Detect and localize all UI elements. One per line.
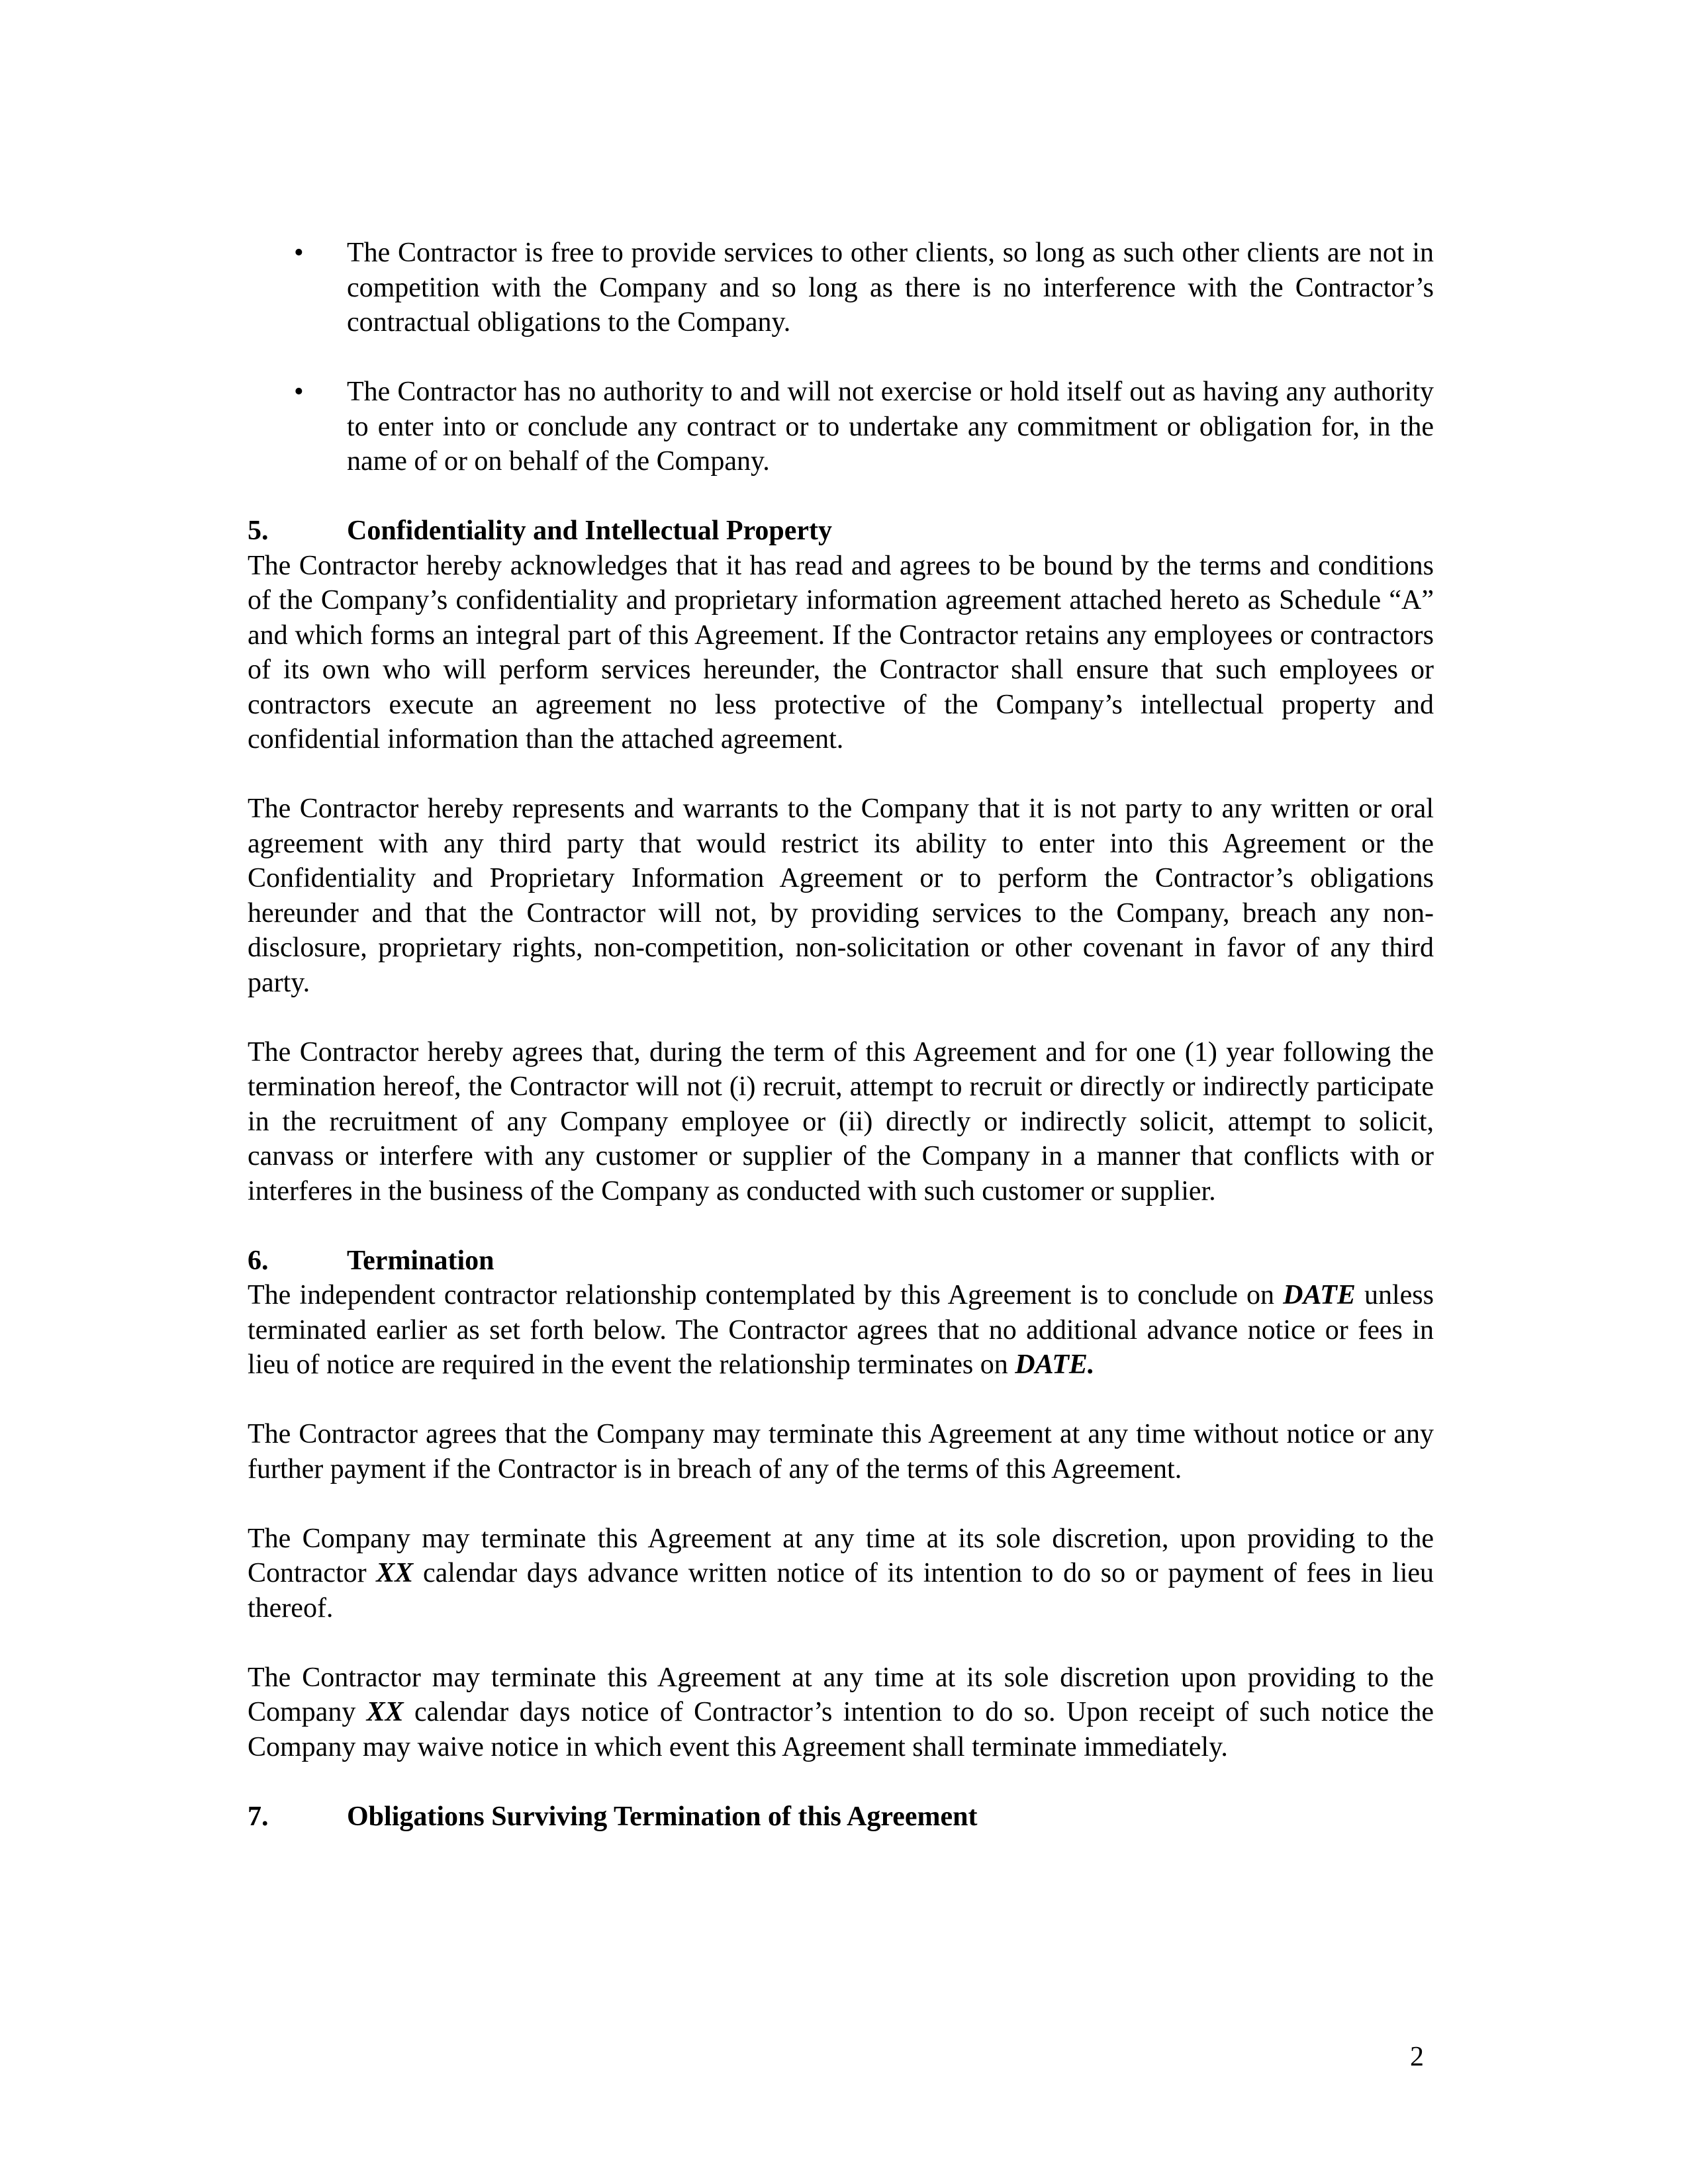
paragraph-text: unless terminated earlier as set forth below. The Contractor agrees that no additional advance notice or fees in lieu of notice are required in the event the relationship terminates on [248,1280,1434,1380]
section-heading-7 [248,1799,1434,1835]
section-heading-6 [248,1244,1434,1279]
section-number: 7. [248,1801,269,1832]
section-number: 6. [248,1245,269,1276]
days-placeholder: XX [366,1697,404,1727]
date-placeholder: DATE. [1015,1349,1095,1380]
paragraph [248,1661,1434,1765]
paragraph-text: The independent contractor relationship contemplated by this Agreement is to conclude on [248,1280,1284,1310]
bullet-text: The Contractor has no authority to and will not exercise or hold itself out as having any authority to enter into or conclude any contract or to undertake any commitment or obligation for, in the name of or on behalf of the Company. [347,377,1434,477]
paragraph-text: The Company may terminate this Agreement at any time at its sole discretion, upon providing to the Contractor [248,1523,1434,1588]
paragraph-text: calendar days advance written notice of its intention to do so or payment of fees in lieu thereof. [248,1558,1434,1623]
paragraph [248,1522,1434,1626]
date-placeholder: DATE [1283,1280,1356,1310]
page-number: 2 [1410,2042,1424,2072]
days-placeholder: XX [376,1558,414,1588]
list-item [248,236,1434,340]
bullet-icon: • [294,238,304,268]
paragraph-text: calendar days notice of Contractor’s intention to do so. Upon receipt of such notice the Company may waive notice in which event this Agreement shall terminate immediately. [248,1697,1434,1762]
paragraph: The Contractor hereby agrees that, during the term of this Agreement and for one (1) year following the termination hereof, the Contractor will not (i) recruit, attempt to recruit or directly or indirectly participate in the recruitment of any Company employee or (ii) directly or indirectly solicit, attempt to solicit, canvass or interfere with any customer or supplier of the Company in a manner that conflicts with or interferes in the business of the Company as conducted with such customer or supplier. [248,1036,1434,1206]
paragraph [248,1278,1434,1383]
paragraph: The Contractor agrees that the Company may terminate this Agreement at any time without notice or any further payment if the Contractor is in breach of any of the terms of this Agreement. [248,1419,1434,1484]
section-number: 5. [248,516,269,546]
paragraph: The Contractor hereby represents and warrants to the Company that it is not party to any written or oral agreement with any third party that would restrict its ability to enter into this Agreement or the Confidentiality and Proprietary Information Agreement or to perform the Contractor’s obligations hereunder and that the Contractor will not, by providing services to the Company, breach any non-disclosure, proprietary rights, non-competition, non-solicitation or other covenant in favor of any third party. [248,794,1434,998]
section-heading-5 [248,514,1434,549]
section-title: Termination [347,1245,494,1276]
bullet-icon: • [294,377,304,407]
paragraph: The Contractor hereby acknowledges that it has read and agrees to be bound by the terms and conditions of the Company’s confidentiality and proprietary information agreement attached hereto as Schedule “A” and which forms an integral part of this Agreement. If the Contractor retains any employees or contractors of its own who will perform services hereunder, the Contractor shall ensure that such employees or contractors execute an agreement no less protective of the Company’s intellectual property and confidential information than the attached agreement. [248,550,1434,754]
section-title: Confidentiality and Intellectual Property [347,516,833,546]
section-title: Obligations Surviving Termination of this Agreement [347,1801,978,1832]
document-body [248,236,1434,1834]
bullet-text: The Contractor is free to provide services to other clients, so long as such other clients are not in competition with the Company and so long as there is no interference with the Contractor’s contractual obligations to the Company. [347,238,1434,338]
paragraph-text: The Contractor may terminate this Agreement at any time at its sole discretion upon providing to the Company [248,1662,1434,1727]
list-item [248,375,1434,479]
